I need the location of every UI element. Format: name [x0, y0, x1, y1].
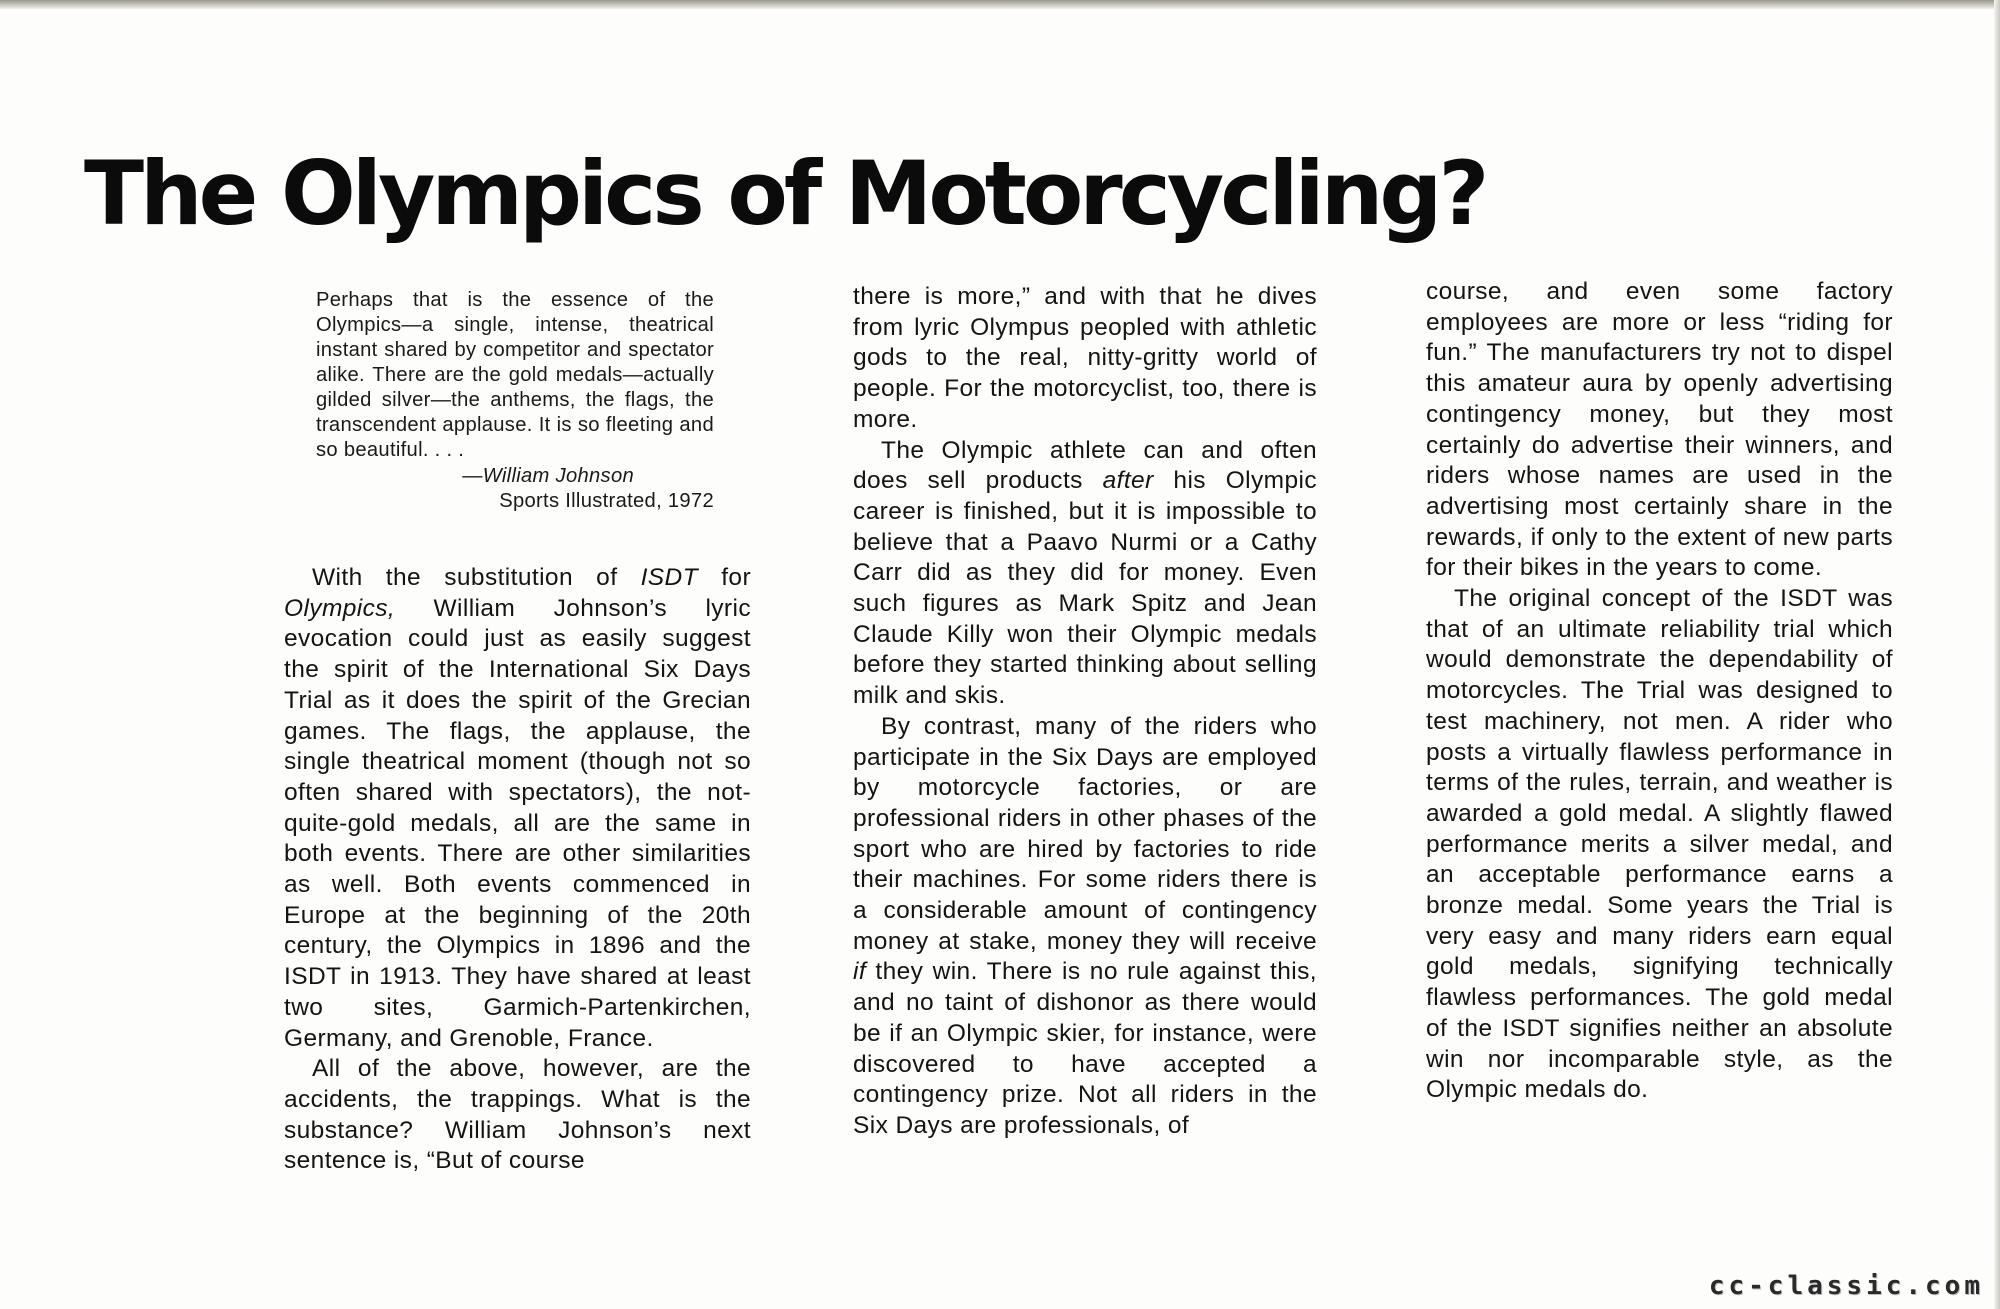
text-run: his Olympic career is finished, but it is impossible to believe that a Paavo Nurmi or a Cathy Carr did as they did for money. Even such figures as Mark Spitz and Jean Claude Killy won their Olympic medals before they started thinking about selling milk and skis. [853, 467, 1317, 710]
text-column-1 [284, 563, 751, 1177]
epigraph-quote [316, 288, 714, 514]
epigraph-text: Perhaps that is the essence of the Olympics—a single, intense, theatrical instant shared by competitor and spectator alike. There are the gold medals—actually gilded silver—the anthems, the flags, the transcendent applause. It is so fleeting and so beautiful. . . . [316, 289, 714, 461]
text-column-2 [853, 282, 1317, 1142]
body-paragraph: All of the above, however, are the accidents, the trappings. What is the substance? William Johnson’s next sentence is, “But of course [284, 1055, 751, 1175]
site-watermark: cc-classic.com [1708, 1271, 1984, 1301]
text-run: With the substitution of [312, 564, 641, 591]
text-run: By contrast, many of the riders who participate in the Six Days are employed by motorcycle factories, or are professional riders in other phases of the sport who are hired by factories to ride their machines. For some riders there is a considerable amount of contingency money at stake, money they will receive [853, 712, 1317, 955]
body-paragraph: The original concept of the ISDT was that of an ultimate reliability trial which would demonstrate the dependability of motorcycles. The Trial was designed to test machinery, not men. A rider who posts a virtually flawless performance in terms of the rules, terrain, and weather is awarded a gold medal. A slightly flawed performance merits a silver medal, and an acceptable performance earns a bronze medal. Some years the Trial is very easy and many riders earn equal gold medals, signifying technically flawless performances. The gold medal of the ISDT signifies neither an absolute win nor incomparable style, as the Olympic medals do. [1426, 585, 1893, 1104]
body-paragraph [853, 712, 1317, 1142]
text-run: for [698, 564, 751, 591]
page-top-edge [0, 0, 2000, 9]
text-run: The Olympic athlete can and often does sell products [853, 436, 1317, 495]
article-title: The Olympics of Motorcycling? [84, 142, 1486, 245]
page-right-edge [1994, 0, 2000, 1309]
body-paragraph [284, 563, 751, 1054]
italic-term: Olympics, [284, 594, 396, 622]
body-paragraph: there is more,” and with that he dives from lyric Olympus peopled with athletic gods to the real, nitty-gritty world of people. For the motorcyclist, too, there is more. [853, 283, 1317, 433]
body-paragraph: course, and even some factory employees are more or less “riding for fun.” The manufacturers try not to dispel this amateur aura by openly advertising contingency money, but they most certainly do advertise their winners, and riders whose names are used in the advertising most certainly share in the rewards, if only to the extent of new parts for their bikes in the years to come. [1426, 278, 1893, 582]
italic-term: after [1102, 467, 1154, 495]
text-run: William Johnson’s lyric evocation could just as easily suggest the spirit of the International Six Days Trial as it does the spirit of the Grecian games. The flags, the applause, the single theatrical moment (though not so often shared with spectators), the not-quite-gold medals, all are the same in both events. There are other similarities as well. Both events commenced in Europe at the beginning of the 20th century, the Olympics in 1896 and the ISDT in 1913. They have shared at least two sites, Garmich-Partenkirchen, Germany, and Grenoble, France. [284, 594, 751, 1052]
text-column-3 [1426, 277, 1893, 1106]
text-run: they win. There is no rule against this, and no taint of dishonor as there would be if an Olympic skier, for instance, were discovered to have accepted a contingency prize. Not all riders in the Six Days are professionals, of [853, 958, 1317, 1139]
italic-term: ISDT [640, 564, 699, 591]
epigraph-attribution [316, 464, 714, 514]
epigraph-author: —William Johnson [462, 465, 634, 487]
body-paragraph [853, 436, 1317, 712]
italic-term: if [853, 958, 867, 986]
epigraph-source: Sports Illustrated, 1972 [499, 490, 714, 512]
